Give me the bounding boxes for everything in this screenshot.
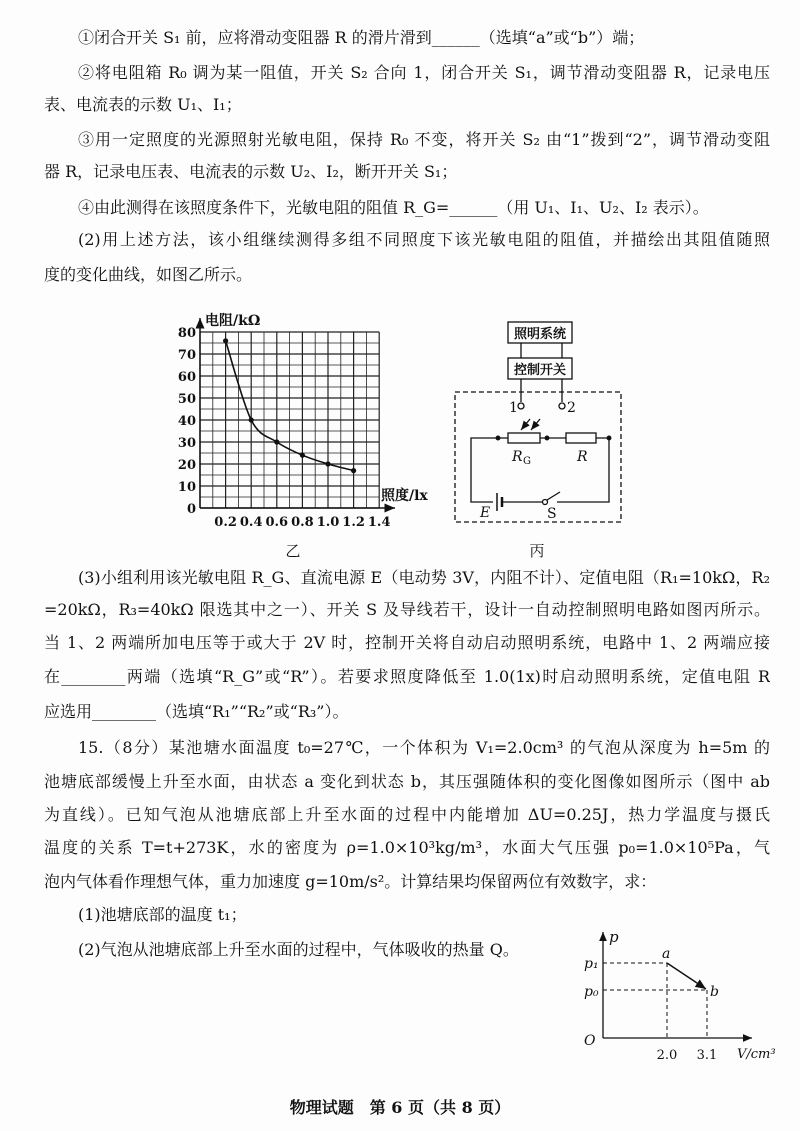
y-tick-label: 0 [186, 502, 196, 517]
text-line: 在________两端（选填“R_G”或“R”）。若要求照度降低至 1.0(1x)时启动照明系统，定值电阻 R [44, 667, 770, 686]
terminal-1-label: 1 [509, 400, 518, 416]
x-axis-label: 照度/lx [381, 488, 428, 504]
text-line: ④由此测得在该照度条件下，光敏电阻的阻值 R_G=______（用 U₁、I₁、U₂、I₂ 表示）。 [78, 198, 709, 217]
point-b-label: b [710, 984, 719, 1000]
s-label: S [547, 506, 557, 522]
y-tick-label: 30 [177, 436, 196, 451]
x-tick-label: 0.6 [265, 515, 289, 530]
p0-label: p₀ [584, 984, 599, 1000]
page-footer: 物理试题 第 6 页（共 8 页） [289, 1098, 511, 1117]
text-line: 当 1、2 两端所加电压等于或大于 2V 时，控制开关将自动启动照明系统，电路中 1、2 两端应接 [44, 633, 770, 652]
pv-graph [584, 928, 776, 1063]
y-tick-label: 40 [177, 414, 196, 429]
terminal-2 [559, 403, 565, 409]
data-point [249, 417, 254, 422]
text-line: 器 R，记录电压表、电流表的示数 U₂、I₂，断开开关 S₁； [44, 162, 458, 181]
y-tick-label: 50 [177, 392, 196, 407]
text-line: 池塘底部缓慢上升至水面，由状态 a 变化到状态 b，其压强随体积的变化图像如图所示（图中 ab [44, 772, 770, 791]
chart-grid [200, 332, 379, 508]
process-line-ab [667, 963, 706, 989]
figure-caption-bing: 丙 [529, 542, 545, 560]
x-tick-label: 0.2 [214, 515, 237, 530]
p-axis-label: p [609, 928, 619, 946]
text-line: (2)气泡从池塘底部上升至水面的过程中，气体吸收的热量 Q。 [78, 940, 519, 959]
y-tick-label: 10 [177, 480, 196, 495]
data-point [223, 338, 228, 343]
y-tick-label: 70 [177, 348, 196, 363]
y-tick-label: 20 [177, 458, 196, 473]
photoresistor-rg [508, 433, 540, 443]
point-a-label: a [662, 946, 671, 962]
text-line: ②将电阻箱 R₀ 调为某一阻值，开关 S₂ 合向 1，闭合开关 S₁，调节滑动变阻器 R，记录电压 [78, 63, 770, 82]
terminal-2-label: 2 [567, 400, 576, 416]
text-line: 泡内气体看作理想气体，重力加速度 g=10m/s²。计算结果均保留两位有效数字，求： [44, 872, 657, 891]
text-line: (1)池塘底部的温度 t₁； [78, 905, 247, 924]
text-line: 应选用________（选填“R₁”“R₂”或“R₃”）。 [44, 702, 349, 721]
x-tick-label: 1.0 [316, 515, 340, 530]
data-point [300, 453, 305, 458]
text-line: (2)用上述方法，该小组继续测得多组不同照度下该光敏电阻的阻值，并描绘出其阻值随照 [78, 230, 770, 249]
data-point [351, 468, 356, 473]
y-tick-label: 80 [177, 326, 196, 341]
x-tick-label: 1.2 [342, 515, 365, 530]
r-label: R [577, 449, 588, 465]
switch-s [543, 500, 548, 505]
text-line: (3)小组利用该光敏电阻 R_G、直流电源 E（电动势 3V，内阻不计）、定值电阻（R₁=10kΩ，R₂ [78, 568, 770, 587]
rg-label: R [512, 449, 523, 465]
y-tick-label: 60 [177, 370, 196, 385]
text-line: ③用一定照度的光源照射光敏电阻，保持 R₀ 不变，将开关 S₂ 由“1”拨到“2”，调节滑动变阻 [78, 130, 770, 149]
data-point [274, 439, 279, 444]
e-label: E [480, 505, 491, 521]
resistance-illuminance-chart [178, 312, 429, 560]
resistor-r [566, 433, 596, 443]
v-tick-3-1: 3.1 [696, 1048, 718, 1063]
data-point [325, 461, 330, 466]
p1-label: p₁ [584, 956, 599, 972]
v-tick-2-0: 2.0 [656, 1048, 678, 1063]
text-line: 度的变化曲线，如图乙所示。 [44, 265, 253, 284]
control-switch-label: 控制开关 [513, 363, 567, 378]
v-axis-label: V/cm³ [737, 1047, 776, 1062]
text-line: =20kΩ，R₃=40kΩ 限选其中之一）、开关 S 及导线若干，设计一自动控制照明电路如图丙所示。 [44, 600, 770, 619]
text-line: ①闭合开关 S₁ 前，应将滑动变阻器 R 的滑片滑到______（选填“a”或“b”）端； [78, 28, 645, 47]
text-line: 为直线）。已知气泡从池塘底部上升至水面的过程中内能增加 ΔU=0.25J，热力学温度与摄氏 [44, 805, 770, 824]
x-tick-label: 0.8 [291, 515, 314, 530]
x-tick-label: 1.4 [367, 515, 391, 530]
rg-subscript: G [523, 456, 531, 467]
origin-label: O [584, 1033, 596, 1049]
text-line: 15.（8分）某池塘水面温度 t₀=27℃，一个体积为 V₁=2.0cm³ 的气泡从深度为 h=5m 的 [78, 738, 770, 757]
y-axis-label: 电阻/kΩ [205, 313, 261, 329]
terminal-1 [518, 403, 524, 409]
text-line: 温度的关系 T=t+273K，水的密度为 ρ=1.0×10³kg/m³，水面大气压强 p₀=1.0×10⁵Pa，气 [44, 838, 770, 857]
text-line: 表、电流表的示数 U₁、I₁； [44, 95, 242, 114]
lighting-system-label: 照明系统 [513, 327, 567, 342]
circuit-diagram [455, 322, 621, 522]
figure-caption-yi: 乙 [285, 542, 301, 560]
x-tick-label: 0.4 [239, 515, 263, 530]
